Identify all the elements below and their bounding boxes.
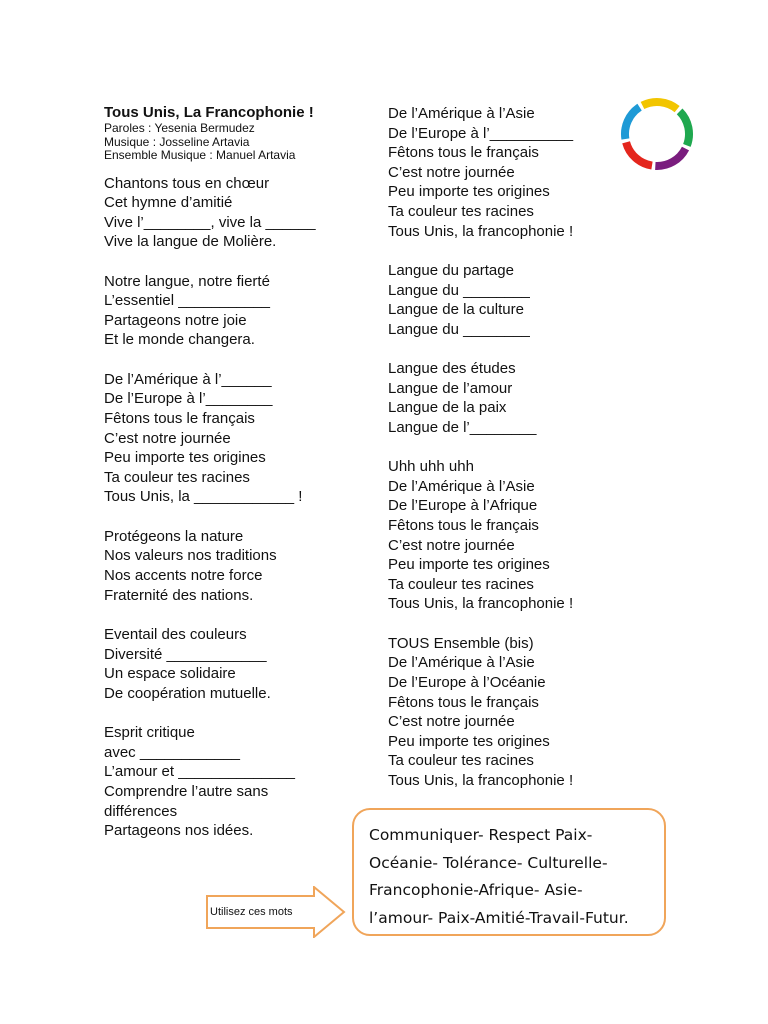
lyric-line: De l’Amérique à l’Asie <box>388 105 535 122</box>
lyric-line: Langue de la culture <box>388 301 524 319</box>
lyric-line: Ta couleur tes racines <box>104 468 250 486</box>
lyric-line: Nos valeurs nos traditions <box>104 547 277 565</box>
lyric-line: De l’Amérique à l’Asie <box>388 654 535 672</box>
lyric-line: Fraternité des nations. <box>104 586 254 604</box>
stanza <box>104 174 364 252</box>
lyric-line: Peu importe tes origines <box>388 732 550 750</box>
logo-ring-segment <box>626 142 652 165</box>
lyric-line: Fêtons tous le français <box>388 144 539 162</box>
lyric-line: L’essentiel ___________ <box>104 292 270 310</box>
stanza <box>388 359 628 437</box>
word-bank-line: l’amour- Paix-Amitié-Travail-Futur. <box>369 908 629 927</box>
stanza <box>104 625 364 703</box>
credit-ensemble: Ensemble Musique : Manuel Artavia <box>104 148 296 162</box>
lyric-line: De l’Europe à l’________ <box>104 390 273 408</box>
lyric-line: Langue des études <box>388 360 516 378</box>
lyric-line: Partageons notre joie <box>104 311 247 329</box>
lyric-line: Fêtons tous le français <box>104 410 255 428</box>
credit-music: Musique : Josseline Artavia <box>104 134 250 149</box>
lyric-line: Diversité ____________ <box>104 645 267 663</box>
lyric-line: Cet hymne d’amitié <box>104 194 233 212</box>
lyric-line: De l’Amérique à l’______ <box>104 370 272 388</box>
credit-lyrics: Paroles : Yesenia Bermudez <box>104 121 255 135</box>
lyric-line: Fêtons tous le français <box>388 693 539 711</box>
left-column <box>104 104 364 841</box>
lyric-line: Uhh uhh uhh <box>388 458 474 476</box>
right-lyrics <box>388 104 628 791</box>
song-title: Tous Unis, La Francophonie ! <box>104 104 314 121</box>
lyric-line: De l’Europe à l’Afrique <box>388 497 538 515</box>
lyric-line: Peu importe tes origines <box>388 556 550 574</box>
lyric-line: Vive la langue de Molière. <box>104 233 277 251</box>
right-column <box>388 104 628 791</box>
word-bank-box <box>352 808 666 936</box>
lyric-line: Esprit critique <box>104 724 195 742</box>
stanza <box>388 104 628 241</box>
lyric-line: différences <box>104 802 178 820</box>
lyric-line: Notre langue, notre fierté <box>104 272 270 290</box>
lyric-line: Eventail des couleurs <box>104 625 247 643</box>
lyric-line: Chantons tous en chœur <box>104 174 270 192</box>
lyric-line: C’est notre journée <box>388 536 515 554</box>
lyric-line: De coopération mutuelle. <box>104 684 271 702</box>
lyric-line: Tous Unis, la francophonie ! <box>388 772 574 789</box>
stanza <box>104 370 364 507</box>
lyric-line: Ta couleur tes racines <box>388 575 534 593</box>
arrow-label: Utilisez ces mots <box>210 906 293 918</box>
lyric-line: Protégeons la nature <box>104 527 244 545</box>
lyric-line: avec ____________ <box>104 743 240 761</box>
left-lyrics <box>104 174 364 841</box>
lyric-line: C’est notre journée <box>104 429 231 447</box>
logo-ring-segment <box>642 102 677 109</box>
lyric-line: Vive l’________, vive la ______ <box>104 213 316 231</box>
logo-ring-segment <box>625 107 640 139</box>
stanza <box>104 723 364 841</box>
lyric-line: Langue de l’amour <box>388 379 513 397</box>
lyric-line: TOUS Ensemble (bis) <box>388 634 534 652</box>
lyric-line: Et le monde changera. <box>104 331 255 349</box>
lyric-line: Langue du partage <box>388 261 514 279</box>
lyric-line: Tous Unis, la francophonie ! <box>388 595 574 613</box>
lyric-line: Peu importe tes origines <box>388 183 550 201</box>
word-bank-line: Communiquer- Respect Paix- <box>369 826 593 844</box>
lyric-line: Ta couleur tes racines <box>388 752 534 770</box>
lyric-line: Langue du ________ <box>388 320 530 338</box>
lyric-line: Ta couleur tes racines <box>388 202 534 220</box>
lyric-line: Tous Unis, la francophonie ! <box>388 222 574 240</box>
lyric-line: L’amour et ______________ <box>104 763 296 781</box>
lyric-line: De l’Europe à l’__________ <box>388 124 574 142</box>
lyric-line: Nos accents notre force <box>104 566 263 584</box>
lyric-line: Langue de l’________ <box>388 418 537 436</box>
lyric-line: C’est notre journée <box>388 713 515 731</box>
credits <box>104 122 364 163</box>
lyric-line: Comprendre l’autre sans <box>104 782 269 800</box>
stanza <box>104 527 364 605</box>
lyric-line: Partageons nos idées. <box>104 822 254 840</box>
francophonie-ring-logo <box>613 92 701 176</box>
word-bank-line: Océanie- Tolérance- Culturelle- <box>369 853 608 872</box>
lyric-line: De l’Amérique à l’Asie <box>388 477 535 495</box>
logo-ring-segment <box>680 111 689 145</box>
stanza <box>388 261 628 339</box>
lyric-line: C’est notre journée <box>388 163 515 181</box>
stanza <box>388 457 628 614</box>
stanza <box>104 272 364 350</box>
lyric-line: Tous Unis, la ____________ ! <box>104 488 303 506</box>
lyric-line: Fêtons tous le français <box>388 517 539 535</box>
lyric-line: De l’Europe à l’Océanie <box>388 674 546 692</box>
lyric-line: Langue de la paix <box>388 399 507 417</box>
lyric-line: Un espace solidaire <box>104 665 236 683</box>
word-bank-line: Francophonie-Afrique- Asie- <box>369 881 583 899</box>
stanza <box>388 634 628 791</box>
logo-ring-segment <box>655 149 685 166</box>
lyric-line: Langue du ________ <box>388 281 530 299</box>
lyric-line: Peu importe tes origines <box>104 449 266 467</box>
